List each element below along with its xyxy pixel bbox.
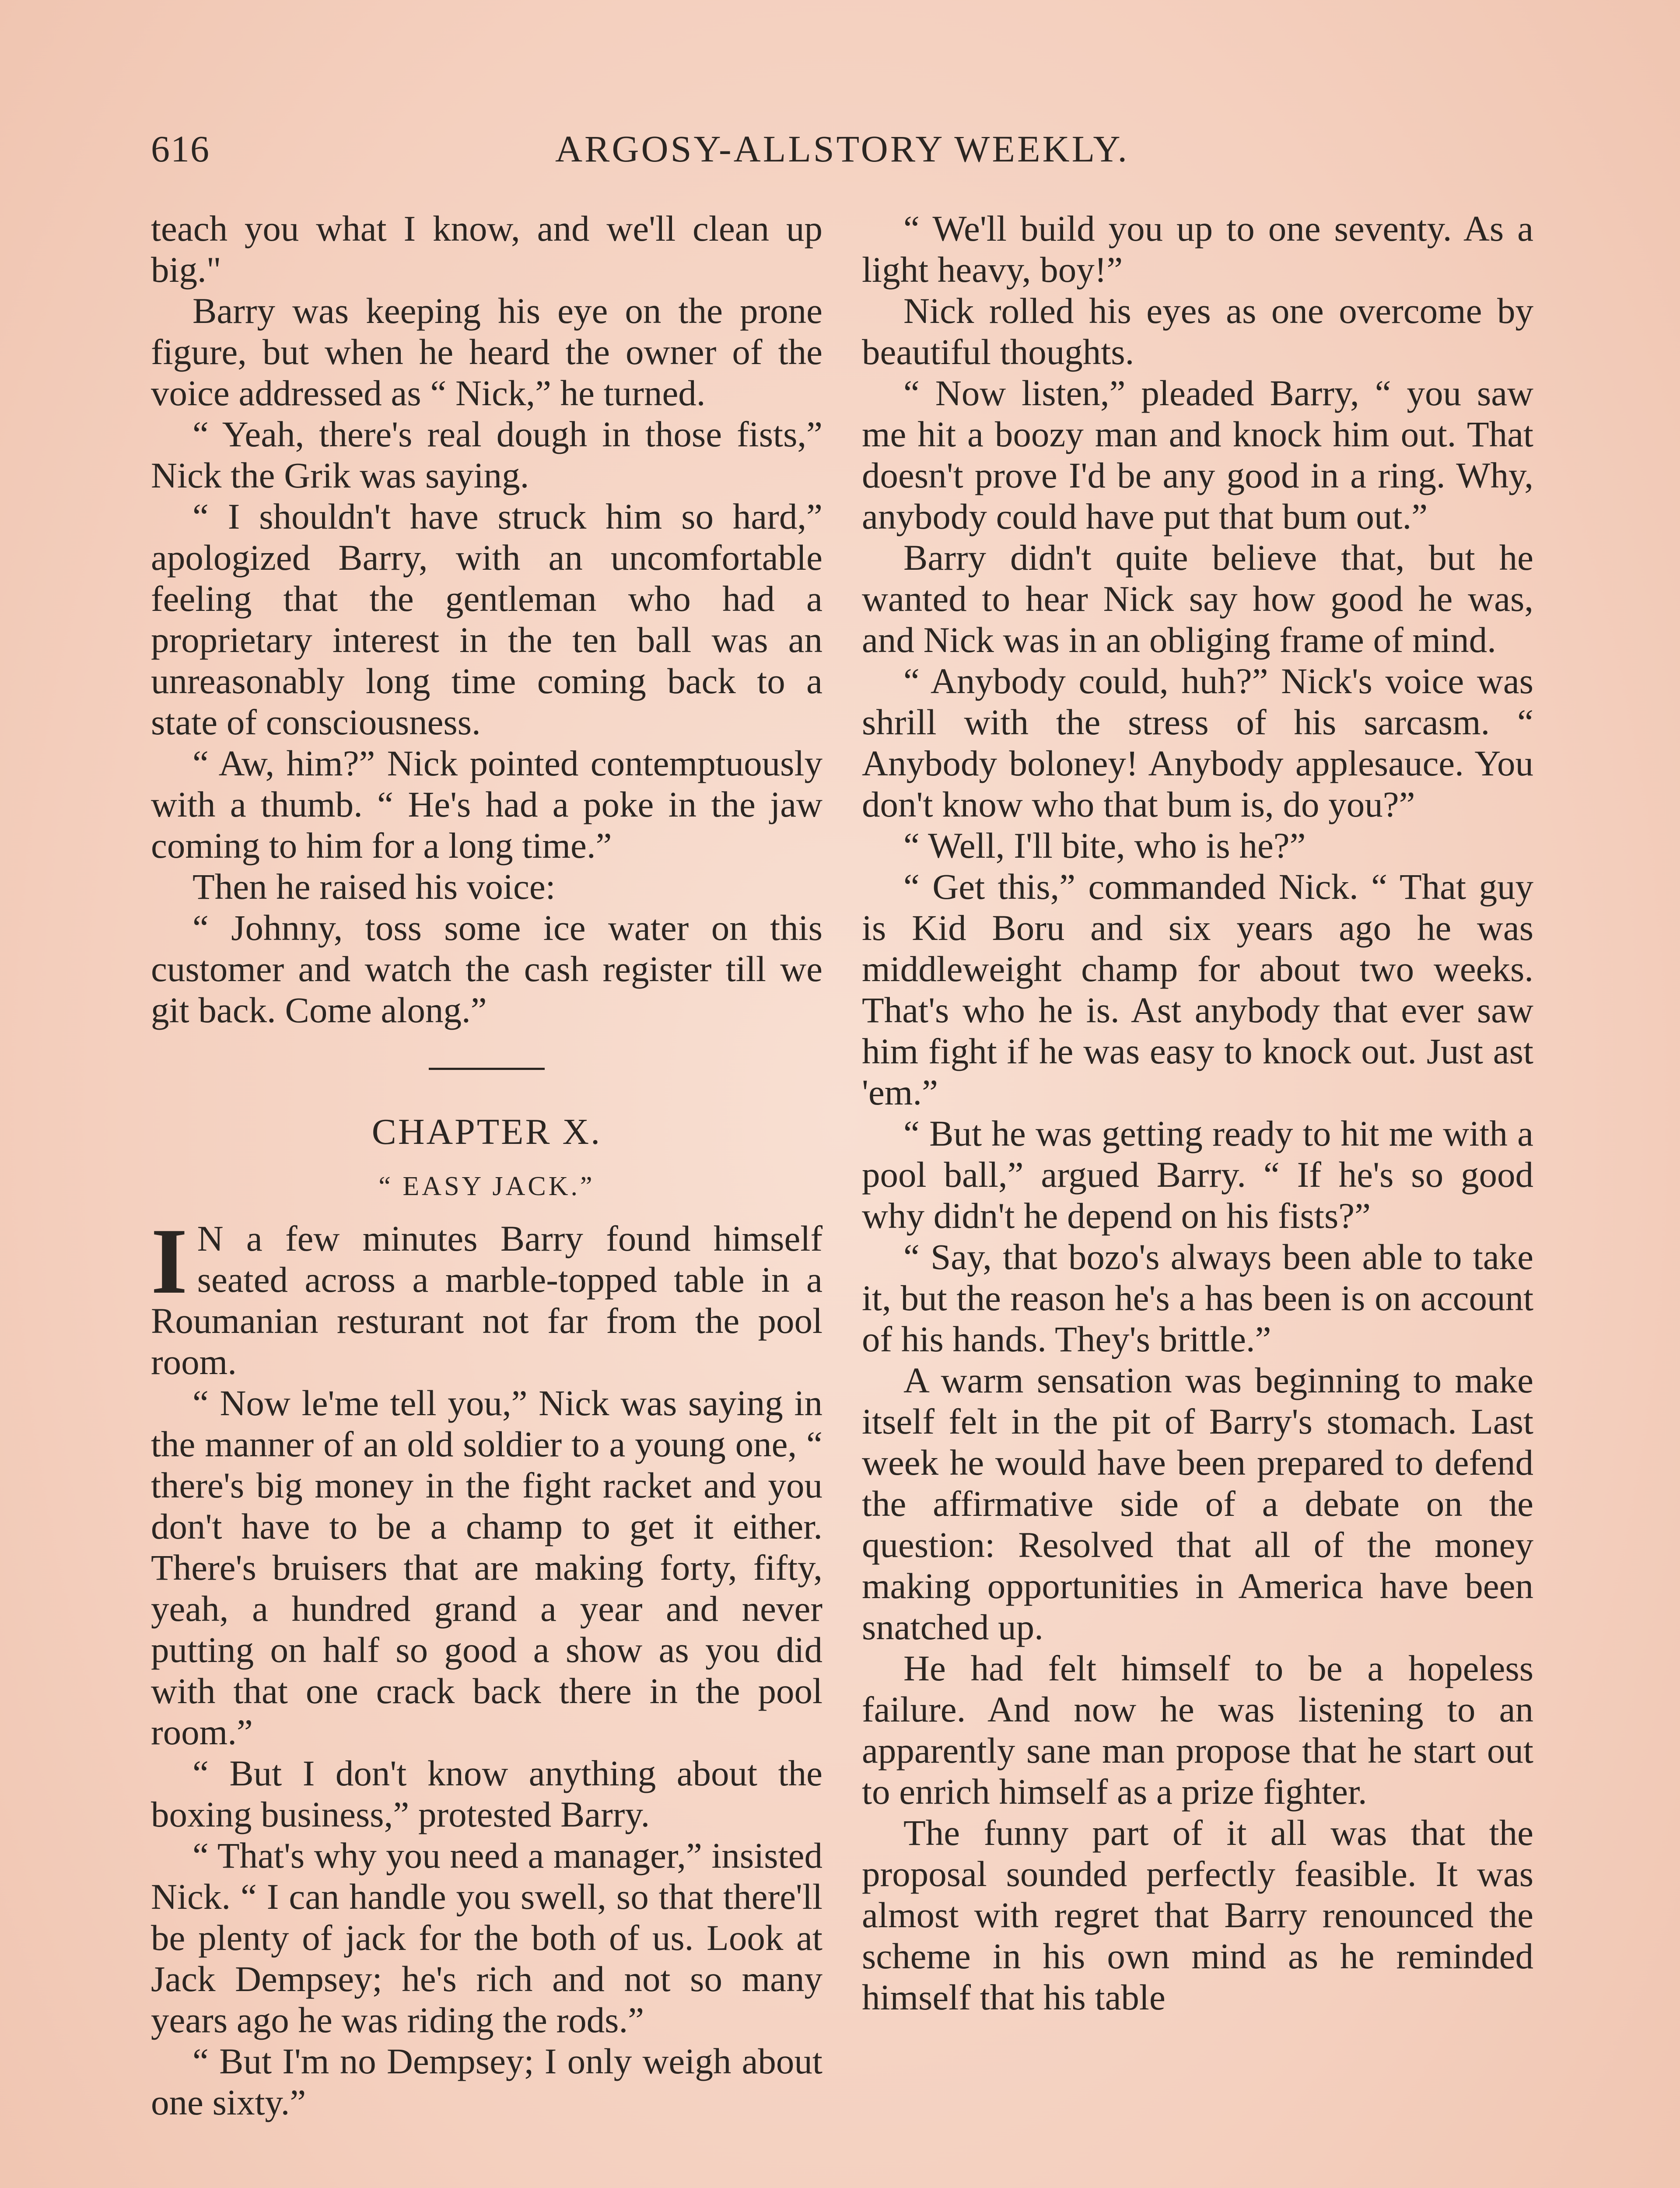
paragraph: “ Johnny, toss some ice water on this customer and watch the cash register till we git back. Come along.” — [151, 908, 822, 1030]
paragraph: He had felt himself to be a hopeless failure. And now he was listening to an apparently sane man propose that he start out to enrich himself as a prize fighter. — [862, 1648, 1533, 1812]
paragraph: “ Say, that bozo's always been able to take it, but the reason he's a has been is on account of his hands. They's brittle.” — [862, 1237, 1533, 1359]
opening-text: N a few minutes Barry found himself seated across a marble-topped table in a Roumanian resturant not far from the pool room. — [151, 1218, 822, 1382]
paragraph: Barry didn't quite believe that, but he wanted to hear Nick say how good he was, and Nick was in an obliging frame of mind. — [862, 537, 1533, 660]
paragraph: “ Yeah, there's real dough in those fists,” Nick the Grik was saying. — [151, 414, 822, 495]
chapter-title: CHAPTER X. — [371, 1112, 602, 1152]
paragraph: The funny part of it all was that the proposal sounded perfectly feasible. It was almost with regret that Barry renounced the scheme in his own mind as he reminded himself that his table — [862, 1813, 1533, 2017]
paragraph: “ Well, I'll bite, who is he?” — [903, 825, 1306, 866]
left-column — [151, 208, 822, 2123]
paragraph: Nick rolled his eyes as one overcome by beautiful thoughts. — [862, 291, 1533, 372]
paragraph: “ Aw, him?” Nick pointed contemptuously with a thumb. “ He's had a poke in the jaw coming to him for a long time.” — [151, 743, 822, 866]
running-head: ARGOSY-ALLSTORY WEEKLY. — [555, 128, 1130, 170]
paragraph: “ I shouldn't have struck him so hard,” apologized Barry, with an uncomfortable feeling that the gentleman who had a proprietary interest in the ten ball was an unreasonably long time coming back to a state of consciousness. — [151, 496, 822, 742]
drop-cap: I — [151, 1209, 188, 1313]
paragraph: “ We'll build you up to one seventy. As a light heavy, boy!” — [862, 208, 1533, 290]
section-divider — [429, 1068, 545, 1070]
paragraph: “ Get this,” commanded Nick. “ That guy is Kid Boru and six years ago he was middleweight champ for about two weeks. That's who he is. Ast anybody that ever saw him fight if he was easy to knock out. Just ast 'em.” — [862, 866, 1533, 1112]
paragraph: “ That's why you need a manager,” insisted Nick. “ I can handle you swell, so that there'll be plenty of jack for the both of us. Look at Jack Dempsey; he's rich and not so many years ago he was riding the rods.” — [151, 1835, 822, 2040]
paragraph: Then he raised his voice: — [192, 866, 556, 907]
paragraph: “ But I'm no Dempsey; I only weigh about one sixty.” — [151, 2041, 822, 2122]
paragraph: “ But I don't know anything about the boxing business,” protested Barry. — [151, 1753, 822, 1834]
page-header — [151, 127, 1533, 179]
paragraph: “ But he was getting ready to hit me with a pool ball,” argued Barry. “ If he's so good why didn't he depend on his fists?” — [862, 1113, 1533, 1236]
paragraph: A warm sensation was beginning to make itself felt in the pit of Barry's stomach. Last week he would have been prepared to defend the affirmative side of a debate on the question: Resolved that all of the money making opportunities in America have been snatched up. — [862, 1360, 1533, 1647]
chapter-subtitle: “ EASY JACK.” — [378, 1171, 595, 1201]
paragraph: Barry was keeping his eye on the prone figure, but when he heard the owner of the voice addressed as “ Nick,” he turned. — [151, 291, 822, 413]
paragraph: “ Now le'me tell you,” Nick was saying in the manner of an old soldier to a young one, “ there's big money in the fight racket and you don't have to be a champ to get it either. There's bruisers that are making forty, fifty, yeah, a hundred grand a year and never putting on half so good a show as you did with that one crack back there in the pool room.” — [151, 1383, 822, 1752]
right-column — [862, 208, 1533, 2018]
chapter-opening-paragraph — [151, 1209, 822, 1382]
paragraph: “ Anybody could, huh?” Nick's voice was shrill with the stress of his sarcasm. “ Anybody boloney! Anybody applesauce. You don't know who that bum is, do you?” — [862, 661, 1533, 824]
paragraph: teach you what I know, and we'll clean up big." — [151, 208, 822, 290]
page-number: 616 — [151, 128, 210, 170]
paragraph: “ Now listen,” pleaded Barry, “ you saw me hit a boozy man and knock him out. That doesn't prove I'd be any good in a ring. Why, anybody could have put that bum out.” — [862, 373, 1533, 536]
